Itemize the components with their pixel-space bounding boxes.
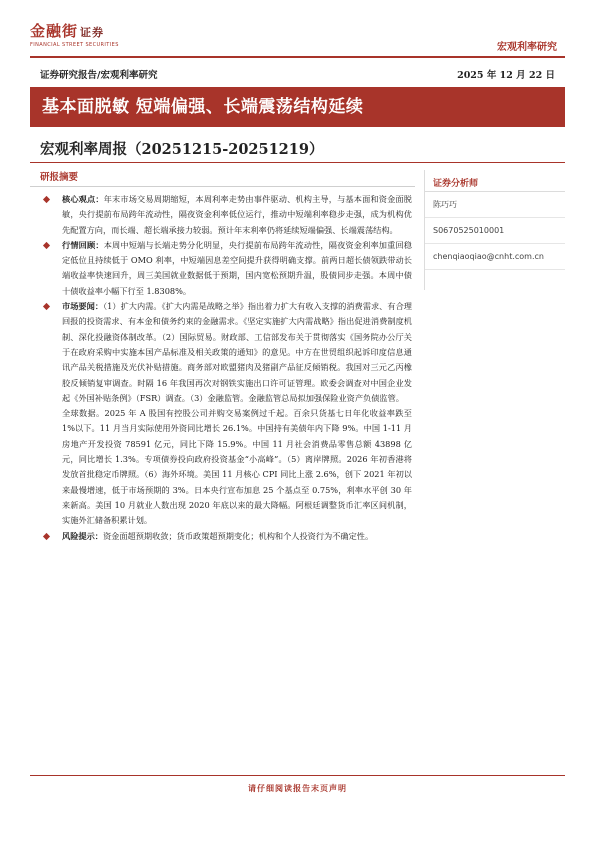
bullet-core-view (42, 192, 412, 238)
logo-securities: 证券 (80, 26, 105, 39)
bullet-heading: 核心观点： (62, 194, 104, 204)
bullet-text: 资金面超预期收敛；货币政策超预期变化；机构和个人投资行为不确定性。 (102, 530, 374, 541)
footer-divider (30, 775, 565, 776)
brand-logo (30, 20, 119, 46)
report-date: 2025 年 12 月 22 日 (457, 70, 555, 81)
bullet-risk (42, 529, 412, 544)
analyst-name: 陈巧巧 (425, 192, 565, 218)
bullet-heading: 市场要闻： (62, 301, 104, 312)
logo-text: 金融街 (30, 22, 79, 40)
subtitle-divider (30, 162, 565, 163)
section-divider (30, 186, 415, 187)
diamond-bullet-icon (43, 532, 50, 539)
bullet-heading: 行情回顾： (62, 239, 104, 250)
footer-disclaimer: 请仔细阅读报告末页声明 (248, 783, 347, 793)
analyst-panel (424, 170, 565, 290)
analyst-heading: 证券分析师 (425, 170, 565, 192)
report-type: 证券研究报告/宏观利率研究 (40, 70, 158, 81)
header-category: 宏观利率研究 (497, 42, 557, 53)
diamond-bullet-icon (43, 196, 50, 203)
bullet-text: 本周中短端与长端走势分化明显，央行提前布局跨年流动性，隔夜资金利率加重回稳定低位且持续低于 OMO 利率，中短端因息差空间提升获得明确支撑。前两日超长债领跌带动长端收益率快速回升，周三美国就业数据低于预期，国内宽松预期升温，股债同步走强。本周中债十债收益率小幅下行至 1.8308%。 (62, 239, 412, 296)
report-subtitle: 宏观利率周报（20251215-20251219） (40, 141, 324, 158)
bullet-market-news (42, 299, 412, 406)
bullet-text: 年末市场交易周期缩短，本周利率走势由事件驱动、机构主导，与基本面和资金面脱敏，央行提前布局跨年流动性，隔夜资金利率低位运行，推动中短端利率稳步走强，成为机构优先配置方向，而长端、超长端承接力较弱。预计年末利率仍将延续短端偏强、长端震荡结构。 (62, 194, 412, 235)
bullet-text: 2025 年 A 股国有控股公司并购交易案例过千起。百余只货基七日年化收益率跌至 1%以下。11 月当月实际使用外资同比增长 26.1%。中国持有美债年内下降 9%。中国 1-11 月房地产开发投资 78591 亿元，同比下降 15.9%。中国 11 月社会消费品零售总额 43898 亿元，同比增长 1.3%。专项债券投向政府投资基金“小高峰”。（5）离岸牌照。2026 年初香港将发放首批稳定币牌照。（6）海外环境。美国 11 月核心 CPI 同比上涨 2.6%，创下 2021 年初以来最慢增速，低于市场预期的 3%。日本央行宣布加息 25 个基点至 0.75%，利率水平创 30 年来新高。美国 10 月就业人数出现 2020 年底以来的最大降幅。阿根廷调整货币汇率区间机制，实施外汇储备积累计划。 (62, 408, 412, 526)
analyst-email[interactable]: chenqiaoqiao@cnht.com.cn (425, 244, 565, 270)
header-divider (30, 56, 565, 58)
analyst-license: S0670525010001 (425, 218, 565, 244)
bullet-heading: 风险提示： (62, 530, 103, 541)
logo-subtitle: FINANCIAL STREET SECURITIES (30, 42, 119, 48)
section-label: 研报摘要 (40, 172, 79, 183)
bullet-heading: 全球数据。 (62, 408, 105, 419)
diamond-bullet-icon (43, 242, 50, 249)
bullet-market-review (42, 238, 412, 299)
bullet-text: （1）扩大内需。《扩大内需是战略之举》指出着力扩大有收入支撑的消费需求、有合理回报的投资需求、有本金和债务约束的金融需求。《坚定实施扩大内需战略》指出促进消费制度机制、深化投融资体制改革。（2）国际贸易。财政部、工信部发布关于贯彻落实《国务院办公厅关于在政府采购中实施本国产品标准及相关政策的通知》的意见。中方在世贸组织起诉印度信息通讯产品关税措施及光伏补贴措施。商务部对欧盟猪肉及猪副产品征反倾销税。我国对三元乙丙橡胶反倾销复审调查。时隔 16 年我国再次对钢铁实施出口许可证管理。欧委会调查对中国企业发起《外国补贴条例》（FSR）调查。（3）金融监管。金融监管总局拟加强保险业资产负债监管。 (62, 301, 412, 403)
report-title: 基本面脱敏 短端偏强、长端震荡结构延续 (30, 87, 565, 127)
summary-body (42, 192, 412, 544)
logo-mark (30, 20, 119, 41)
diamond-bullet-icon (43, 303, 50, 310)
bullet-global-data (42, 406, 412, 528)
